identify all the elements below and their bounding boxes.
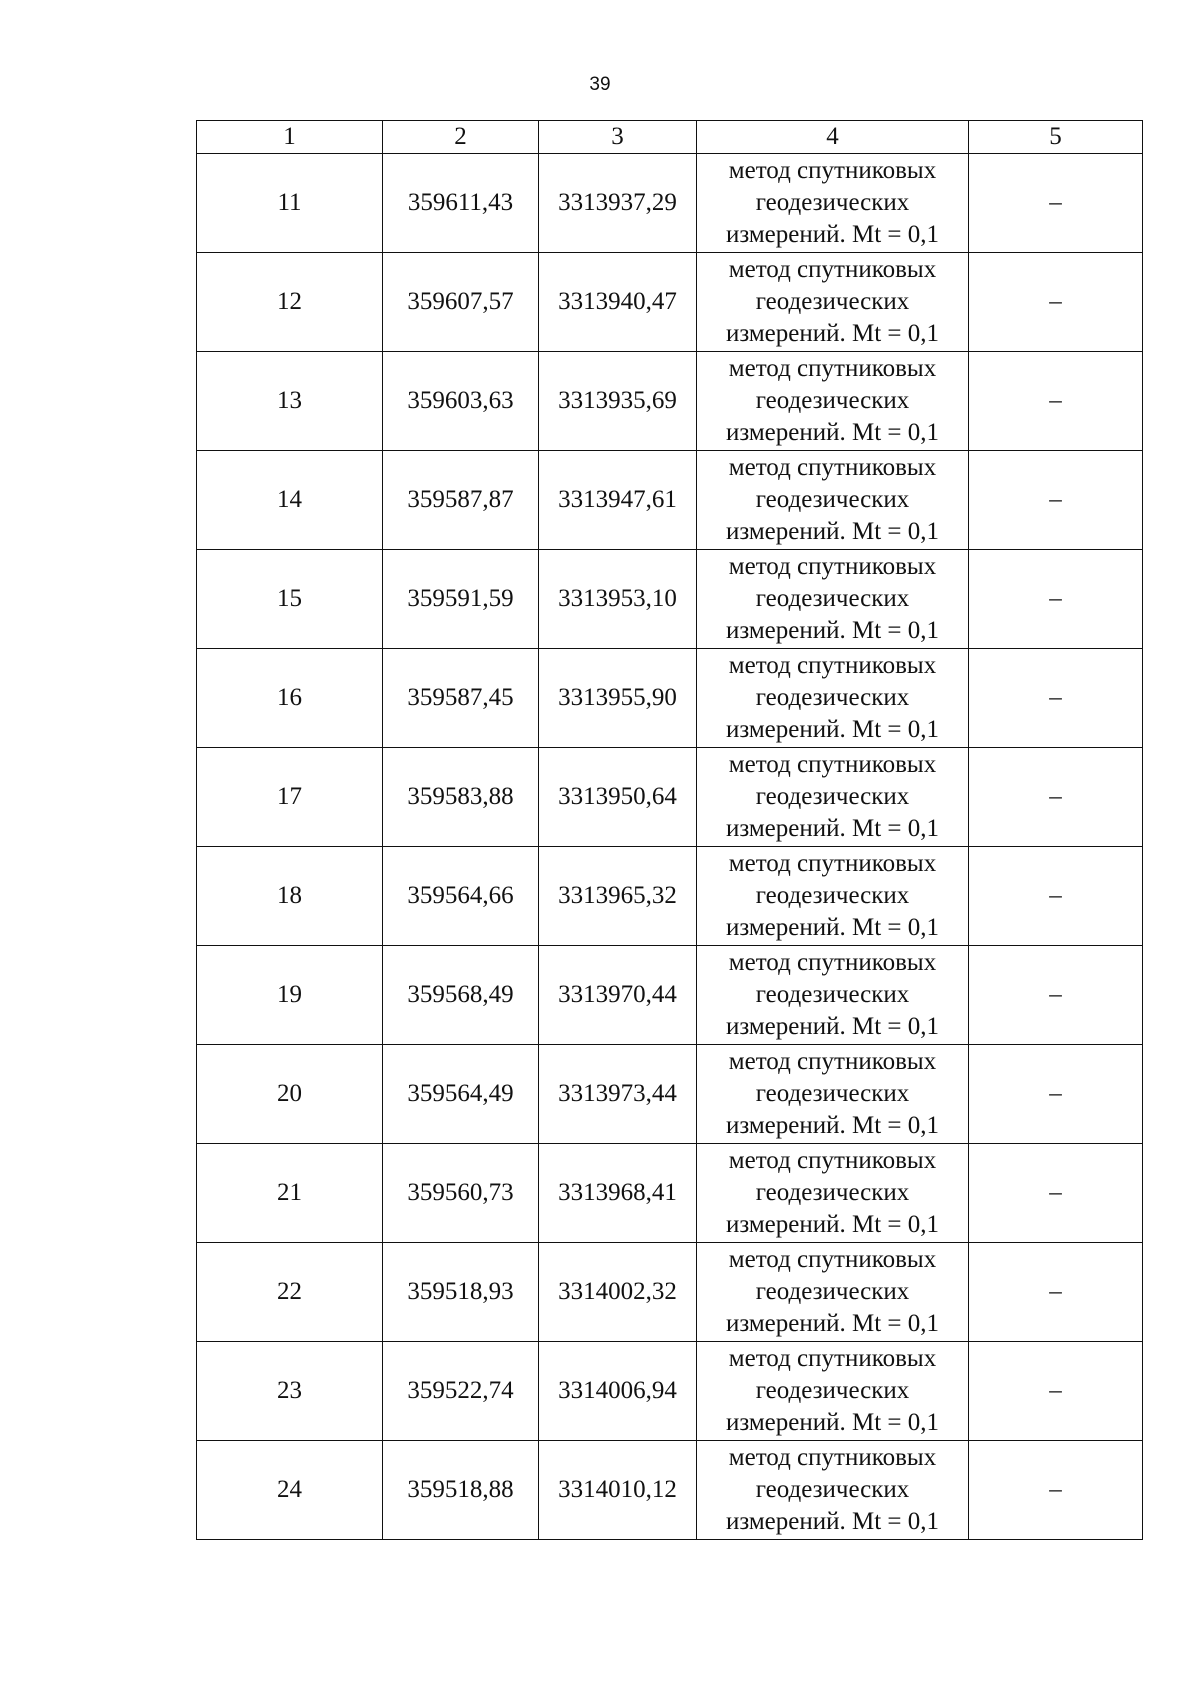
method-line: измерений. Mt = 0,1 [725,1112,940,1139]
method-line: метод спутниковых [728,553,937,580]
method-line: геодезических [755,585,910,612]
column-header-4: 4 [697,121,969,154]
note-cell: – [969,946,1143,1045]
x-coordinate-cell: 359587,87 [383,451,539,550]
method-line: метод спутниковых [728,454,937,481]
method-cell [697,748,969,847]
y-coordinate-cell: 3313935,69 [539,352,697,451]
table-row [197,649,1143,748]
method-line: геодезических [755,486,910,513]
y-coordinate-cell: 3313937,29 [539,154,697,253]
point-number-cell: 18 [197,847,383,946]
method-line: измерений. Mt = 0,1 [725,914,940,941]
point-number-cell: 17 [197,748,383,847]
method-line: метод спутниковых [728,256,937,283]
point-number-cell: 13 [197,352,383,451]
header-row [197,121,1143,154]
table-row [197,847,1143,946]
x-coordinate-cell: 359518,88 [383,1441,539,1540]
table-row [197,253,1143,352]
method-line: геодезических [755,783,910,810]
method-cell [697,1144,969,1243]
y-coordinate-cell: 3314010,12 [539,1441,697,1540]
point-number-cell: 16 [197,649,383,748]
y-coordinate-cell: 3313950,64 [539,748,697,847]
table-row [197,946,1143,1045]
point-number-cell: 14 [197,451,383,550]
column-header-3: 3 [539,121,697,154]
method-cell [697,451,969,550]
method-cell [697,253,969,352]
point-number-cell: 21 [197,1144,383,1243]
table-row [197,154,1143,253]
x-coordinate-cell: 359611,43 [383,154,539,253]
table-row [197,451,1143,550]
y-coordinate-cell: 3313955,90 [539,649,697,748]
method-cell [697,550,969,649]
x-coordinate-cell: 359587,45 [383,649,539,748]
method-line: геодезических [755,1476,910,1503]
table-row [197,748,1143,847]
method-cell [697,649,969,748]
x-coordinate-cell: 359518,93 [383,1243,539,1342]
x-coordinate-cell: 359591,59 [383,550,539,649]
method-line: метод спутниковых [728,1147,937,1174]
table-header [197,121,1143,154]
method-cell [697,847,969,946]
method-line: геодезических [755,684,910,711]
column-header-2: 2 [383,121,539,154]
note-cell: – [969,649,1143,748]
y-coordinate-cell: 3313953,10 [539,550,697,649]
table-row [197,1144,1143,1243]
x-coordinate-cell: 359603,63 [383,352,539,451]
note-cell: – [969,748,1143,847]
table-row [197,1045,1143,1144]
x-coordinate-cell: 359564,49 [383,1045,539,1144]
coordinates-table [196,120,1143,1540]
point-number-cell: 19 [197,946,383,1045]
method-line: метод спутниковых [728,157,937,184]
x-coordinate-cell: 359607,57 [383,253,539,352]
method-line: метод спутниковых [728,1246,937,1273]
method-line: метод спутниковых [728,1048,937,1075]
note-cell: – [969,847,1143,946]
method-line: метод спутниковых [728,751,937,778]
method-line: измерений. Mt = 0,1 [725,1013,940,1040]
note-cell: – [969,253,1143,352]
point-number-cell: 23 [197,1342,383,1441]
column-header-5: 5 [969,121,1143,154]
note-cell: – [969,451,1143,550]
x-coordinate-cell: 359560,73 [383,1144,539,1243]
point-number-cell: 24 [197,1441,383,1540]
table-row [197,1243,1143,1342]
y-coordinate-cell: 3313940,47 [539,253,697,352]
y-coordinate-cell: 3313970,44 [539,946,697,1045]
method-line: измерений. Mt = 0,1 [725,320,940,347]
method-line: измерений. Mt = 0,1 [725,518,940,545]
point-number-cell: 15 [197,550,383,649]
table-row [197,550,1143,649]
method-cell [697,1441,969,1540]
method-line: геодезических [755,1278,910,1305]
method-line: измерений. Mt = 0,1 [725,1409,940,1436]
method-cell [697,1342,969,1441]
method-line: геодезических [755,1179,910,1206]
method-line: геодезических [755,387,910,414]
note-cell: – [969,1144,1143,1243]
method-line: измерений. Mt = 0,1 [725,716,940,743]
method-line: измерений. Mt = 0,1 [725,221,940,248]
note-cell: – [969,1045,1143,1144]
column-header-1: 1 [197,121,383,154]
method-line: измерений. Mt = 0,1 [725,1508,940,1535]
y-coordinate-cell: 3313947,61 [539,451,697,550]
method-cell [697,154,969,253]
method-line: измерений. Mt = 0,1 [725,815,940,842]
method-line: геодезических [755,981,910,1008]
method-line: метод спутниковых [728,850,937,877]
table-row [197,352,1143,451]
note-cell: – [969,550,1143,649]
method-line: геодезических [755,288,910,315]
method-line: измерений. Mt = 0,1 [725,1310,940,1337]
method-line: измерений. Mt = 0,1 [725,1211,940,1238]
method-line: геодезических [755,189,910,216]
y-coordinate-cell: 3313973,44 [539,1045,697,1144]
note-cell: – [969,1243,1143,1342]
point-number-cell: 20 [197,1045,383,1144]
method-line: метод спутниковых [728,949,937,976]
method-line: измерений. Mt = 0,1 [725,617,940,644]
y-coordinate-cell: 3313965,32 [539,847,697,946]
method-line: метод спутниковых [728,1444,937,1471]
note-cell: – [969,352,1143,451]
method-cell [697,1243,969,1342]
table-row [197,1441,1143,1540]
table-row [197,1342,1143,1441]
y-coordinate-cell: 3314002,32 [539,1243,697,1342]
point-number-cell: 22 [197,1243,383,1342]
y-coordinate-cell: 3314006,94 [539,1342,697,1441]
x-coordinate-cell: 359564,66 [383,847,539,946]
point-number-cell: 12 [197,253,383,352]
method-line: геодезических [755,1377,910,1404]
point-number-cell: 11 [197,154,383,253]
method-line: измерений. Mt = 0,1 [725,419,940,446]
x-coordinate-cell: 359583,88 [383,748,539,847]
method-line: геодезических [755,1080,910,1107]
note-cell: – [969,154,1143,253]
method-cell [697,352,969,451]
method-cell [697,946,969,1045]
method-cell [697,1045,969,1144]
x-coordinate-cell: 359522,74 [383,1342,539,1441]
note-cell: – [969,1441,1143,1540]
method-line: метод спутниковых [728,652,937,679]
method-line: геодезических [755,882,910,909]
note-cell: – [969,1342,1143,1441]
y-coordinate-cell: 3313968,41 [539,1144,697,1243]
method-line: метод спутниковых [728,355,937,382]
page-number: 39 [589,74,611,95]
method-line: метод спутниковых [728,1345,937,1372]
table-body [197,154,1143,1540]
x-coordinate-cell: 359568,49 [383,946,539,1045]
